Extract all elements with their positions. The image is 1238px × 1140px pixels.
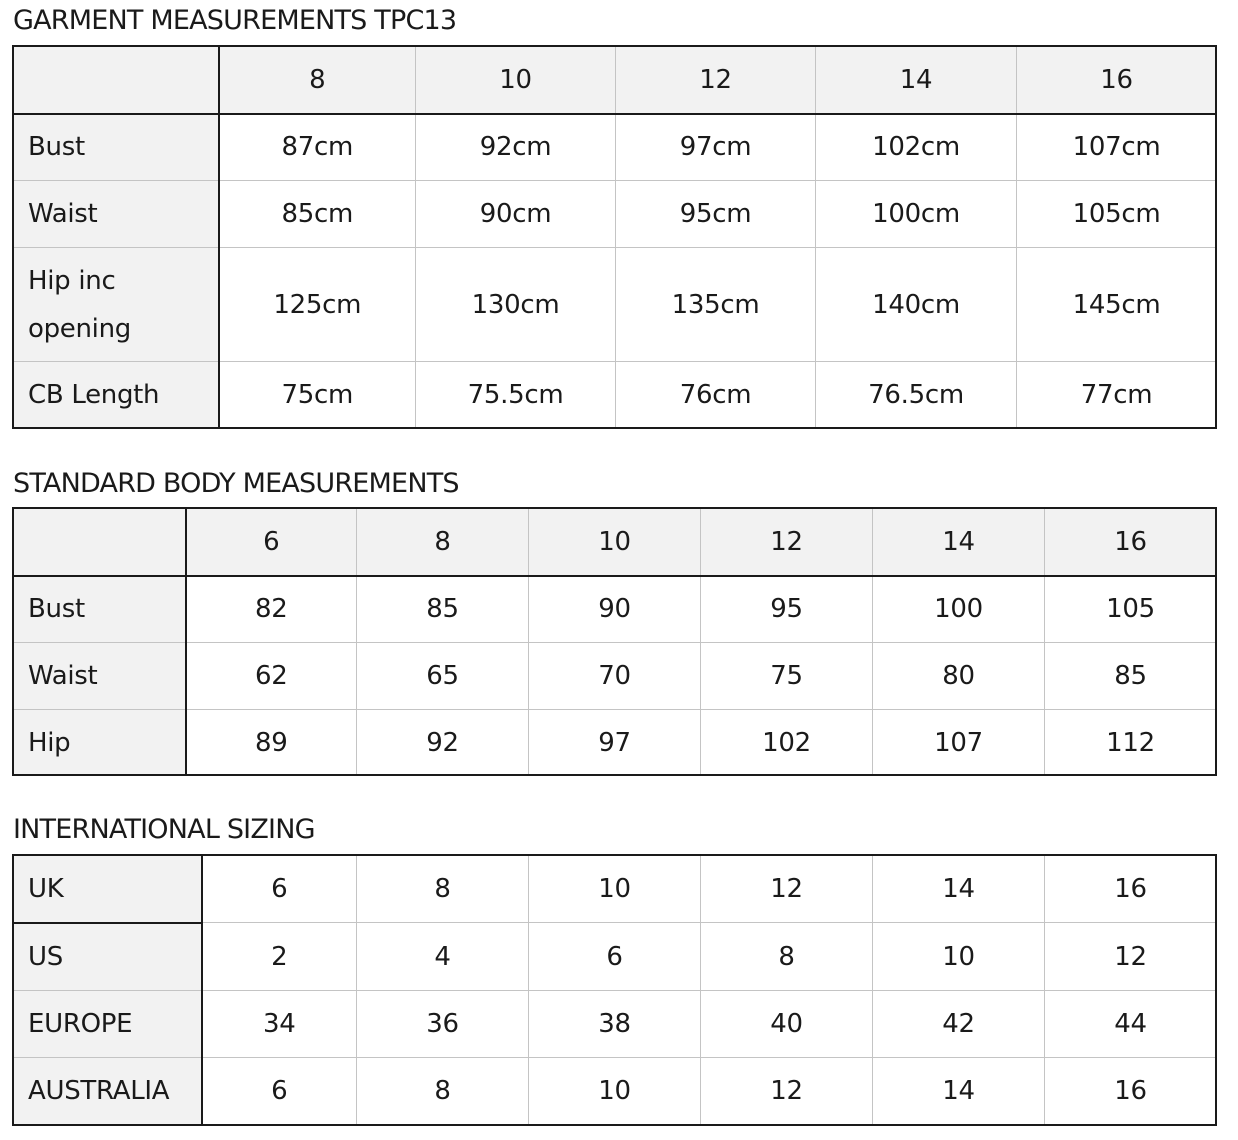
table-cell: 6 [529, 923, 701, 991]
table-cell: 77cm [1017, 362, 1217, 429]
table-row [14, 248, 1217, 362]
table-cell: 100 [873, 576, 1045, 643]
row-label-line: Hip inc [28, 265, 116, 296]
table-cell: 10 [529, 1058, 701, 1125]
table-row [14, 856, 1217, 923]
table-cell: 107 [873, 710, 1045, 776]
table-cell: 75cm [219, 362, 416, 429]
row-label: UK [14, 856, 202, 923]
table-cell: 97 [529, 710, 701, 776]
corner-cell [14, 47, 219, 114]
table-cell: 125cm [219, 248, 416, 362]
table-row [14, 643, 1217, 710]
table-cell: 70 [529, 643, 701, 710]
row-label [14, 248, 219, 362]
table-cell: 12 [701, 856, 873, 923]
table-cell: 76cm [616, 362, 816, 429]
table-cell: 85 [1045, 643, 1217, 710]
table-cell: 102 [701, 710, 873, 776]
table-cell: 10 [529, 856, 701, 923]
size-header: 14 [873, 509, 1045, 576]
table-cell: 6 [202, 1058, 357, 1125]
row-label-line: opening [28, 313, 131, 344]
row-label: Waist [14, 643, 186, 710]
table-cell: 80 [873, 643, 1045, 710]
body-title: STANDARD BODY MEASUREMENTS [13, 468, 459, 499]
row-label: Bust [14, 576, 186, 643]
table-cell: 76.5cm [816, 362, 1017, 429]
table-cell: 85 [357, 576, 529, 643]
table-row [14, 362, 1217, 429]
table-cell: 82 [186, 576, 357, 643]
size-header: 10 [416, 47, 616, 114]
table-cell: 8 [357, 1058, 529, 1125]
table-cell: 87cm [219, 114, 416, 181]
table-cell: 14 [873, 1058, 1045, 1125]
size-header: 8 [357, 509, 529, 576]
garment-measurements-table [13, 46, 1217, 429]
table-cell: 36 [357, 991, 529, 1058]
table-cell: 12 [1045, 923, 1217, 991]
table-cell: 105 [1045, 576, 1217, 643]
size-header: 12 [616, 47, 816, 114]
table-cell: 95 [701, 576, 873, 643]
table-cell: 102cm [816, 114, 1017, 181]
size-header: 10 [529, 509, 701, 576]
size-header: 12 [701, 509, 873, 576]
table-cell: 135cm [616, 248, 816, 362]
international-sizing-table [13, 855, 1217, 1125]
row-label: CB Length [14, 362, 219, 429]
garment-title: GARMENT MEASUREMENTS TPC13 [13, 5, 457, 36]
table-cell: 12 [701, 1058, 873, 1125]
table-header-row [14, 47, 1217, 114]
table-cell: 140cm [816, 248, 1017, 362]
table-cell: 14 [873, 856, 1045, 923]
table-cell: 42 [873, 991, 1045, 1058]
table-cell: 65 [357, 643, 529, 710]
table-row [14, 923, 1217, 991]
table-cell: 145cm [1017, 248, 1217, 362]
size-header: 6 [186, 509, 357, 576]
table-cell: 107cm [1017, 114, 1217, 181]
size-header: 8 [219, 47, 416, 114]
table-cell: 16 [1045, 856, 1217, 923]
row-label: Waist [14, 181, 219, 248]
table-cell: 38 [529, 991, 701, 1058]
table-cell: 8 [701, 923, 873, 991]
table-cell: 16 [1045, 1058, 1217, 1125]
table-cell: 85cm [219, 181, 416, 248]
table-cell: 6 [202, 856, 357, 923]
table-row [14, 1058, 1217, 1125]
row-label: Hip [14, 710, 186, 776]
table-cell: 112 [1045, 710, 1217, 776]
table-cell: 40 [701, 991, 873, 1058]
table-cell: 90 [529, 576, 701, 643]
row-label: Bust [14, 114, 219, 181]
table-cell: 130cm [416, 248, 616, 362]
row-label: US [14, 923, 202, 991]
table-cell: 97cm [616, 114, 816, 181]
corner-cell [14, 509, 186, 576]
size-header: 14 [816, 47, 1017, 114]
table-cell: 4 [357, 923, 529, 991]
table-cell: 92 [357, 710, 529, 776]
row-label: AUSTRALIA [14, 1058, 202, 1125]
table-cell: 44 [1045, 991, 1217, 1058]
table-cell: 89 [186, 710, 357, 776]
international-title: INTERNATIONAL SIZING [13, 814, 315, 845]
table-row [14, 114, 1217, 181]
table-cell: 90cm [416, 181, 616, 248]
table-row [14, 576, 1217, 643]
size-header: 16 [1045, 509, 1217, 576]
table-cell: 62 [186, 643, 357, 710]
table-cell: 75 [701, 643, 873, 710]
table-cell: 75.5cm [416, 362, 616, 429]
table-header-row [14, 509, 1217, 576]
table-cell: 34 [202, 991, 357, 1058]
table-cell: 2 [202, 923, 357, 991]
table-cell: 105cm [1017, 181, 1217, 248]
size-header: 16 [1017, 47, 1217, 114]
row-label: EUROPE [14, 991, 202, 1058]
table-cell: 8 [357, 856, 529, 923]
table-row [14, 991, 1217, 1058]
body-measurements-table [13, 508, 1217, 776]
table-row [14, 710, 1217, 776]
table-cell: 10 [873, 923, 1045, 991]
table-cell: 95cm [616, 181, 816, 248]
table-row [14, 181, 1217, 248]
table-cell: 100cm [816, 181, 1017, 248]
table-cell: 92cm [416, 114, 616, 181]
